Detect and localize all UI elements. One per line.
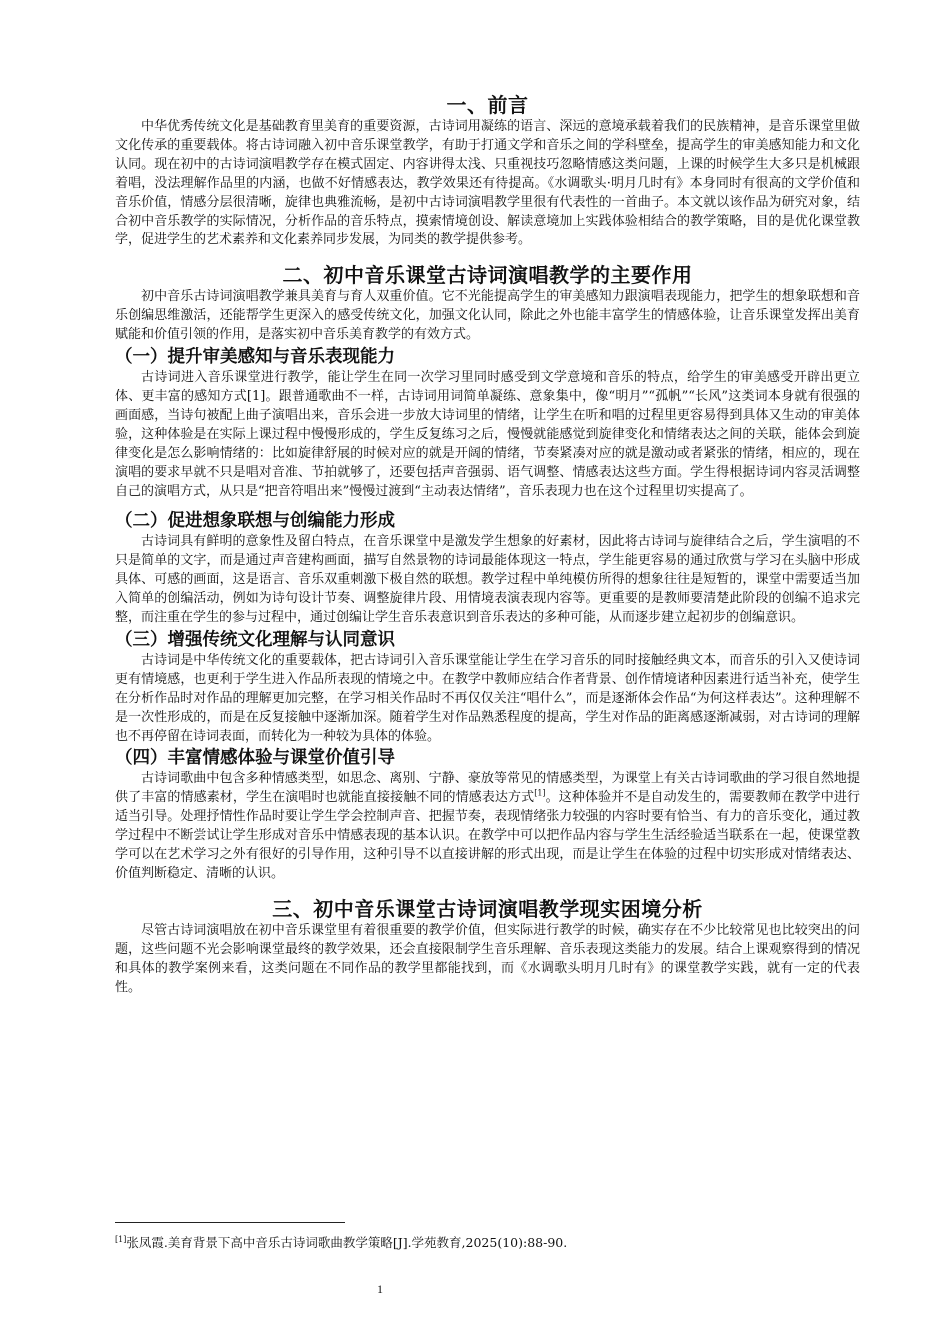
paragraph-text: 。这种体验并不是自动发生的，需要教师在教学中进行适当引导。处理抒情性作品时要让学生学会控制声音、把握节奏，表现情绪张力较强的内容时要有恰当、有力的音乐变化，通过教学过程中不断尝试让学生形成对音乐中情感表现的基本认识。在教学中可以把作品内容与学生生活经验适当联系在一起，使课堂教学可以在艺术学习之外有很好的引导作用，这种引导不以直接讲解的形式出现，而是让学生在体验的过程中切实形成对情绪表达、价值判断稳定、清晰的认识。: [115, 790, 860, 881]
subsection-2-3-paragraph: 古诗词是中华传统文化的重要载体，把古诗词引入音乐课堂能让学生在学习音乐的同时接触经典文本，而音乐的引入又使诗词更有情境感，也更利于学生进入作品所表现的情境之中。在教学中教师应结合作者背景、创作情境诸种因素进行适当补充，使学生在分析作品时对作品的理解更加完整，在学习相关作品时不再仅仅关注“唱什么”，而是逐渐体会作品“为何这样表达”。这种理解不是一次性形成的，而是在反复接触中逐渐加深。随着学生对作品熟悉程度的提高，学生对作品的距离感逐渐减弱，对古诗词的理解也不再停留在诗词表面，而转化为一种较为具体的体验。: [115, 652, 860, 744]
footnote-separator: [115, 1222, 345, 1223]
subsection-2-2-heading: （二）促进想象联想与创编能力形成: [115, 511, 395, 532]
subsection-2-4-heading: （四）丰富情感体验与课堂价值引导: [115, 748, 395, 769]
citation-marker[interactable]: [1]: [534, 789, 546, 799]
footnote-text: 张凤霞.美育背景下高中音乐古诗词歌曲教学策略[J].学苑教育,2025(10):88-90.: [126, 1235, 568, 1250]
footnote-marker: [1]: [115, 1234, 127, 1244]
subsection-2-2-paragraph: 古诗词具有鲜明的意象性及留白特点，在音乐课堂中是激发学生想象的好素材，因此将古诗词与旋律结合之后，学生演唱的不只是简单的文字，而是通过声音建构画面，描写自然景物的诗词最能体现这一特点，学生能更容易的通过欣赏与学习在头脑中形成具体、可感的画面，这是语言、音乐双重刺激下极自然的联想。教学过程中单纯模仿所得的想象往往是短暂的，课堂中需要适当加入简单的创编活动，例如为诗句设计节奏、调整旋律片段、用情境表演表现内容等。更重要的是教师要清楚此阶段的创编不追求完整，而注重在学生的参与过程中，通过创编让学生音乐表意识到音乐表达的多种可能，从而逐步建立起初步的创编意识。: [115, 534, 860, 626]
subsection-2-1-paragraph: 古诗词进入音乐课堂进行教学，能让学生在同一次学习里同时感受到文学意境和音乐的特点，给学生的审美感受开辟出更立体、更丰富的感知方式[1]。跟普通歌曲不一样，古诗词用词简单凝练、意象集中，像“明月”“孤帆”“长风”这类词本身就有很强的画面感，当诗句被配上曲子演唱出来，音乐会进一步放大诗词里的情绪，让学生在听和唱的过程里更容易得到具体又生动的审美体验，这种体验是在实际上课过程中慢慢形成的，学生反复练习之后，慢慢就能感觉到旋律变化和情绪表达之间的关联，能体会到旋律变化是怎么影响情绪的：比如旋律舒展的时候对应的就是开阔的情绪，节奏紧凑对应的就是激动或者紧张的情绪，相应的，现在演唱的要求早就不只是唱对音准、节拍就够了，还要包括声音强弱、语气调整、情感表达这些方面。学生得根据诗词内容灵活调整自己的演唱方式，从只是“把音符唱出来”慢慢过渡到“主动表达情绪”，音乐表现力也在这个过程里切实提高了。: [115, 370, 860, 499]
section-3-paragraph: 尽管古诗词演唱放在初中音乐课堂里有着很重要的教学价值，但实际进行教学的时候，确实存在不少比较常见也比较突出的问题，这些问题不光会影响课堂最终的教学效果，还会直接限制学生音乐理解、音乐表现这类能力的发展。结合上课观察得到的情况和具体的教学案例来看，这类问题在不同作品的教学里都能找到，而《水调歌头明月几时有》的课堂教学实践，就有一定的代表性。: [115, 922, 860, 995]
subsection-2-4-paragraph: [115, 770, 860, 883]
subsection-2-3-heading: （三）增强传统文化理解与认同意识: [115, 629, 395, 650]
document-body: [115, 92, 860, 998]
section-2-heading: 二、初中音乐课堂古诗词演唱教学的主要作用: [282, 263, 693, 288]
page-number: 1: [377, 1282, 383, 1296]
section-3-heading: 三、初中音乐课堂古诗词演唱教学现实困境分析: [272, 896, 703, 921]
section-2-intro-paragraph: 初中音乐古诗词演唱教学兼具美育与育人双重价值。它不光能提高学生的审美感知力跟演唱表现能力，把学生的想象联想和音乐创编思维激活，还能帮学生更深入的感受传统文化，加强文化认同，除此之外也能丰富学生的情感体验，让音乐课堂发挥出美育赋能和价值引领的作用，是落实初中音乐美育教学的有效方式。: [115, 289, 860, 343]
subsection-2-1-heading: （一）提升审美感知与音乐表现能力: [115, 347, 395, 368]
footnote: [115, 1234, 860, 1252]
section-1-paragraph: 中华优秀传统文化是基础教育里美育的重要资源，古诗词用凝练的语言、深远的意境承载着我们的民族精神，是音乐课堂里做文化传承的重要载体。将古诗词融入初中音乐课堂教学，有助于打通文学和音乐之间的学科壁垒，提高学生的审美感知能力和文化认同。现在初中的古诗词演唱教学存在模式固定、内容讲得太浅、只重视技巧忽略情感这类问题，上课的时候学生大多只是机械跟着唱，没法理解作品里的内涵，也做不好情感表达，教学效果还有待提高。《水调歌头·明月几时有》本身同时有很高的文学价值和音乐价值，情感分层很清晰，旋律也典雅流畅，是初中古诗词演唱教学里很有代表性的一首曲子。本文就以该作品为研究对象，结合初中音乐教学的实际情况，分析作品的音乐特点，摸索情境创设、解读意境加上实践体验相结合的教学策略，目的是优化课堂教学，促进学生的艺术素养和文化素养同步发展，为同类的教学提供参考。: [115, 119, 860, 248]
paragraph-text: 古诗词歌曲中包含多种情感类型，如思念、离别、宁静、豪放等常见的情感类型，为课堂上有关古诗词歌曲的学习很自然地提供了丰富的情感素材，学生在演唱时也就能直接接触不同的情感表达方式: [115, 771, 860, 806]
section-1-heading: 一、前言: [446, 93, 529, 117]
